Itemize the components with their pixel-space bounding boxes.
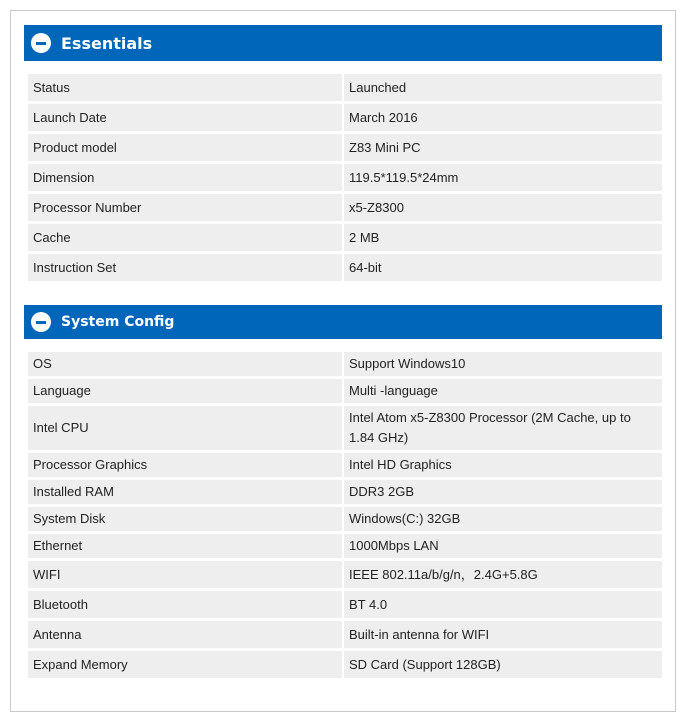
spec-value: BT 4.0 [344,591,662,618]
spec-label: Language [28,379,344,403]
spec-label: Expand Memory [28,651,344,678]
table-row [28,134,662,161]
spec-value: Support Windows10 [344,352,662,376]
table-row [28,480,662,504]
spec-label: Instruction Set [28,254,344,281]
spec-label: Dimension [28,164,344,191]
table-row [28,406,662,450]
spec-label: Processor Number [28,194,344,221]
section-title-system-config: System Config [61,314,175,330]
spec-value: March 2016 [344,104,662,131]
spec-value: Intel HD Graphics [344,453,662,477]
table-row [28,254,662,281]
spec-label: Processor Graphics [28,453,344,477]
spec-label: Ethernet [28,534,344,558]
essentials-table [28,71,662,284]
spec-value: 64-bit [344,254,662,281]
spec-value: DDR3 2GB [344,480,662,504]
table-row [28,104,662,131]
section-header-essentials[interactable] [24,25,662,61]
table-row [28,621,662,648]
table-row [28,591,662,618]
section-title-essentials: Essentials [61,33,153,53]
spec-label: WIFI [28,561,344,588]
minus-circle-icon[interactable] [31,33,51,53]
spec-label: System Disk [28,507,344,531]
spec-value: 1000Mbps LAN [344,534,662,558]
table-row [28,74,662,101]
system-config-table [28,349,662,681]
spec-value: Multi -language [344,379,662,403]
table-row [28,507,662,531]
spec-value: Launched [344,74,662,101]
table-row [28,194,662,221]
spec-value: SD Card (Support 128GB) [344,651,662,678]
spec-label: Antenna [28,621,344,648]
spec-value: x5-Z8300 [344,194,662,221]
spec-value: 119.5*119.5*24mm [344,164,662,191]
table-row [28,561,662,588]
table-row [28,379,662,403]
spec-label: Installed RAM [28,480,344,504]
spec-label: Product model [28,134,344,161]
table-row [28,224,662,251]
spec-label: OS [28,352,344,376]
table-row [28,164,662,191]
spec-value: 2 MB [344,224,662,251]
spec-value: Built-in antenna for WIFI [344,621,662,648]
spec-value: Windows(C:) 32GB [344,507,662,531]
spec-label: Launch Date [28,104,344,131]
spec-label: Intel CPU [28,406,344,450]
table-row [28,453,662,477]
table-row [28,534,662,558]
spec-value: Z83 Mini PC [344,134,662,161]
table-row [28,651,662,678]
spec-label: Status [28,74,344,101]
spec-value: IEEE 802.11a/b/g/n，2.4G+5.8G [344,561,662,588]
minus-circle-icon[interactable] [31,312,51,332]
spec-label: Cache [28,224,344,251]
section-header-system-config[interactable] [24,305,662,339]
spec-label: Bluetooth [28,591,344,618]
spec-value: Intel Atom x5-Z8300 Processor (2M Cache, up to 1.84 GHz) [344,406,662,450]
table-row [28,352,662,376]
